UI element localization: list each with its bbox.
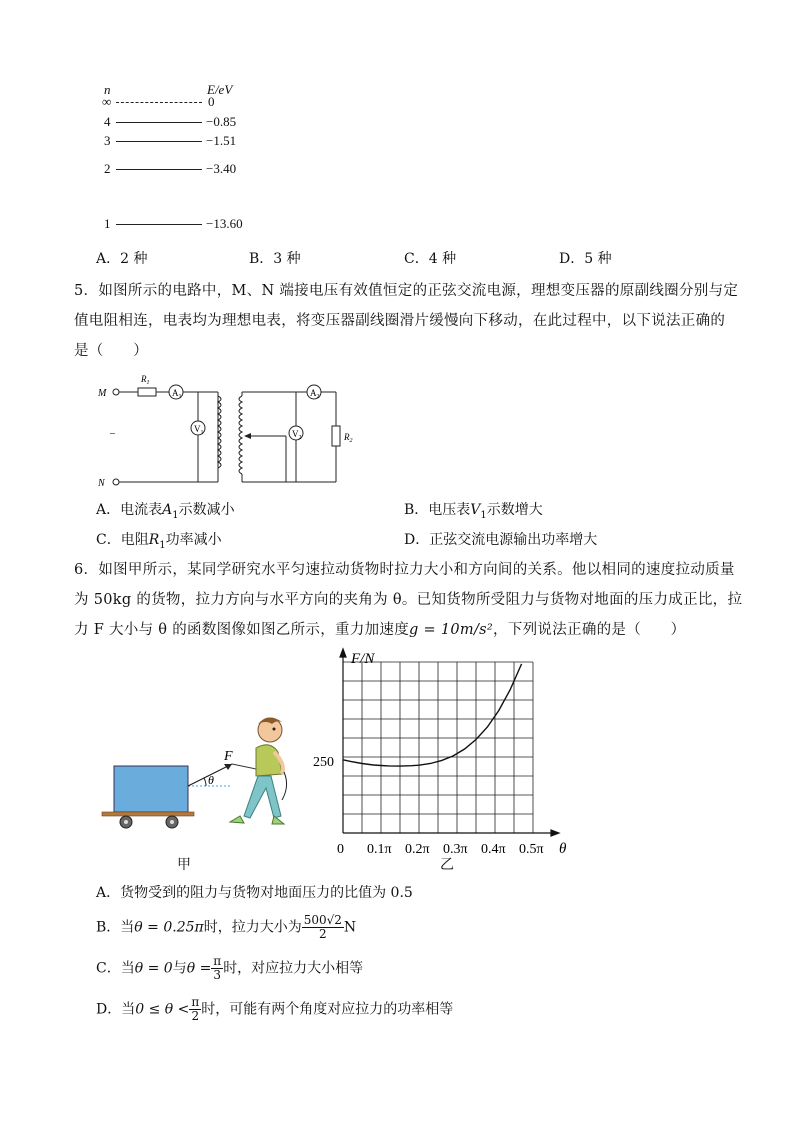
fraction-pi-over-3: $\frac{\pi}{3}$ xyxy=(213,954,222,982)
label-a2: $A_2$ xyxy=(310,388,320,400)
q5-option-d: D．正弦交流电源输出功率增大 xyxy=(404,532,598,548)
y-axis-arrow xyxy=(340,649,346,657)
q5-option-c: C．电阻$R_1$功率减小 xyxy=(96,532,222,551)
q5-option-a: A．电流表$A_1$示数减小 xyxy=(96,502,235,521)
figure-jia-label: 甲 xyxy=(177,857,191,873)
label-v2: $V_2$ xyxy=(292,429,302,441)
q5-stem-line3: 是（ ） xyxy=(74,343,148,359)
level-line-1 xyxy=(116,224,202,225)
x-tick-label: 0.5π xyxy=(519,842,544,855)
q5-stem-line1: 5．如图所示的电路中，M、N 端接电压有效值恒定的正弦交流电源，理想变压器的原副线圈分别与定 xyxy=(74,283,739,299)
x-tick-label: 0.3π xyxy=(443,842,468,855)
chart-labels xyxy=(313,651,567,855)
level-e-1: −13.60 xyxy=(206,216,243,231)
q6-option-d: D．当0 ≤ θ < $\frac{\pi}{2}$ 时，可能有两个角度对应拉力的功率相等 xyxy=(96,995,454,1023)
resistor-r1 xyxy=(138,388,156,396)
n-axis-label: n xyxy=(104,82,111,97)
q5-stem-line2: 值电阻相连，电表均为理想电表，将变压器副线圈滑片缓慢向下移动，在此过程中，以下说法正确的 xyxy=(74,313,726,329)
force-label: F xyxy=(224,749,233,764)
q4-option-a: A．2 种 xyxy=(96,251,148,267)
y-tick-label-250: 250 xyxy=(313,754,334,770)
chart-grid xyxy=(343,662,533,833)
q6-option-b: B．当θ = 0.25π时，拉力大小为 $\frac{500√2}{2}$ N xyxy=(96,913,357,941)
transformer-circuit xyxy=(90,366,370,488)
q5-option-b: B．电压表$V_1$示数增大 xyxy=(404,502,543,521)
figure-yi-chart xyxy=(300,645,570,855)
level-n-2: 2 xyxy=(104,161,111,176)
cargo-box xyxy=(114,766,188,812)
resistor-r2 xyxy=(332,426,340,446)
level-line-4 xyxy=(116,122,202,123)
level-n-3: 3 xyxy=(104,133,111,148)
q4-option-c: C．4 种 xyxy=(404,251,457,267)
level-line-inf xyxy=(116,102,202,103)
x-tick-label: 0.4π xyxy=(481,842,506,855)
q6-stem-line1: 6．如图甲所示，某同学研究水平匀速拉动货物时拉力大小和方向间的关系。他以相同的速度拉动质量 xyxy=(74,562,735,578)
level-e-4: −0.85 xyxy=(206,114,237,129)
fraction-500-root2-over-2: $\frac{500√2}{2}$ xyxy=(303,913,342,941)
level-n-inf: ∞ xyxy=(102,94,112,109)
slider-arrow xyxy=(244,433,251,439)
figure-yi-label: 乙 xyxy=(440,857,454,873)
energy-axis-label: E/eV xyxy=(207,82,233,97)
q6-option-a: A．货物受到的阻力与货物对地面压力的比值为 0.5 xyxy=(96,885,413,901)
level-line-3 xyxy=(116,141,202,142)
label-r1: $R_1$ xyxy=(141,374,150,386)
q6-option-c: C．当θ = 0与θ = $\frac{\pi}{3}$ 时，对应拉力大小相等 xyxy=(96,954,364,982)
fraction-pi-over-2: $\frac{\pi}{2}$ xyxy=(191,995,200,1023)
label-m: M xyxy=(98,388,107,399)
label-v1: $V_1$ xyxy=(194,424,204,436)
person-pants xyxy=(244,776,281,818)
label-r2: $R_2$ xyxy=(344,432,353,444)
level-n-4: 4 xyxy=(104,114,111,129)
figure-jia-cart xyxy=(98,712,310,837)
angle-label: θ xyxy=(208,773,214,787)
q4-option-b: B．3 种 xyxy=(249,251,301,267)
y-axis-label: F/N xyxy=(351,651,375,667)
label-n: N xyxy=(98,478,105,488)
label-dash: – xyxy=(110,428,115,439)
person-shirt xyxy=(256,745,282,776)
x-tick-label: 0.2π xyxy=(405,842,430,855)
q4-option-d: D．5 种 xyxy=(559,251,612,267)
cart-platform xyxy=(102,812,194,816)
label-a1: $A_1$ xyxy=(172,388,182,400)
x-axis-arrow xyxy=(551,830,559,836)
x-axis-label: θ xyxy=(559,841,567,855)
level-e-2: −3.40 xyxy=(206,161,237,176)
q6-stem-line3: 力 F 大小与 θ 的函数图像如图乙所示，重力加速度g = 10m/s²，下列说法正确的是（ ） xyxy=(74,622,686,638)
chart-axes xyxy=(340,649,559,836)
x-tick-label: 0.1π xyxy=(367,842,392,855)
level-e-inf: 0 xyxy=(208,94,215,109)
origin-label: 0 xyxy=(337,842,344,855)
level-n-1: 1 xyxy=(104,216,111,231)
level-e-3: −1.51 xyxy=(206,133,237,148)
q6-stem-line2: 为 50kg 的货物，拉力方向与水平方向的夹角为 θ。已知货物所受阻力与货物对地面的压力成正比，拉 xyxy=(74,592,743,608)
level-line-2 xyxy=(116,169,202,170)
